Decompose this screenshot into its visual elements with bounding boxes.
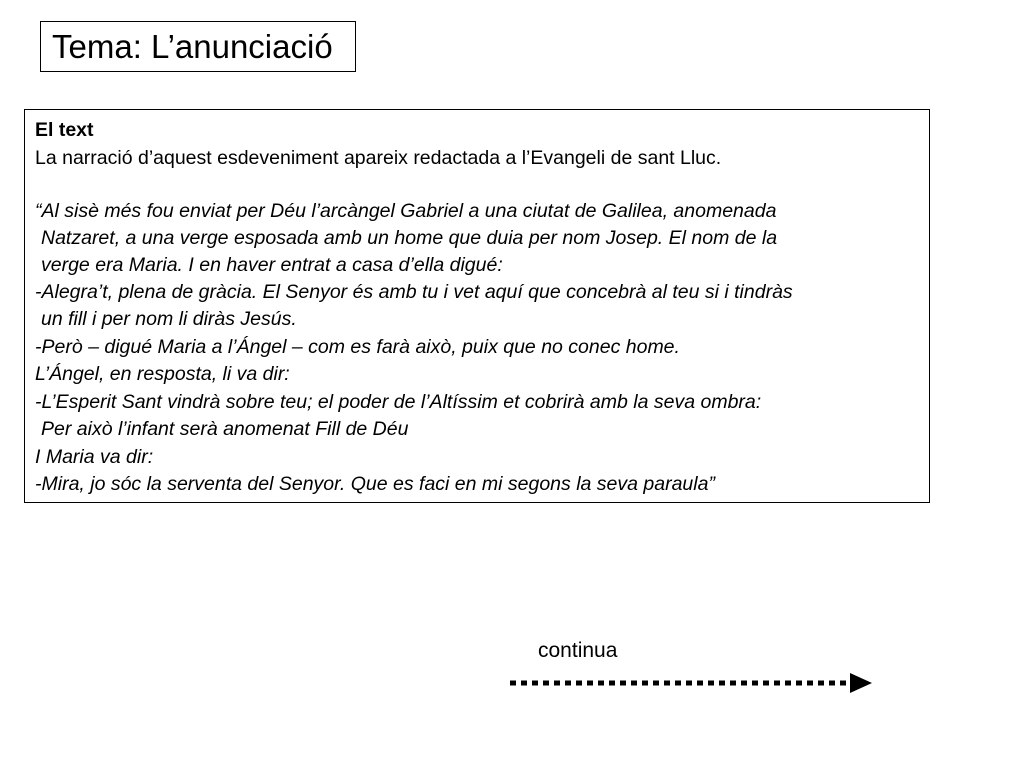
dotted-arrow-right-icon[interactable]: [508, 670, 874, 696]
quote-line: “Al sisè més fou enviat per Déu l’arcàngel Gabriel a una ciutat de Galilea, anomenada: [35, 200, 777, 222]
page-title: Tema: L’anunciació: [52, 28, 333, 65]
quote-line: Natzaret, a una verge esposada amb un home que duia per nom Josep. El nom de la: [41, 227, 778, 249]
title-box: [40, 21, 356, 72]
quote-line: un fill i per nom li diràs Jesús.: [41, 308, 297, 330]
quote-line: -Però – digué Maria a l’Ángel – com es farà això, puix que no conec home.: [35, 336, 680, 358]
quote-line: verge era Maria. I en haver entrat a casa d’ella digué:: [41, 254, 503, 276]
quote-line: -L’Esperit Sant vindrà sobre teu; el poder de l’Altíssim et cobrirà amb la seva ombra:: [35, 391, 762, 413]
quote-line: I Maria va dir:: [35, 446, 154, 468]
quote-line: L’Ángel, en resposta, li va dir:: [35, 363, 290, 385]
text-heading: El text: [35, 119, 94, 141]
intro-line: La narració d’aquest esdeveniment apareix redactada a l’Evangeli de sant Lluc.: [35, 147, 722, 169]
quote-line: Per això l’infant serà anomenat Fill de Déu: [41, 418, 409, 440]
continue-label[interactable]: continua: [538, 639, 618, 662]
quote-line: -Mira, jo sóc la serventa del Senyor. Que es faci en mi segons la seva paraula”: [35, 473, 715, 495]
quote-line: -Alegra’t, plena de gràcia. El Senyor és amb tu i vet aquí que concebrà al teu si i tindràs: [35, 281, 793, 303]
text-box: [24, 109, 930, 503]
